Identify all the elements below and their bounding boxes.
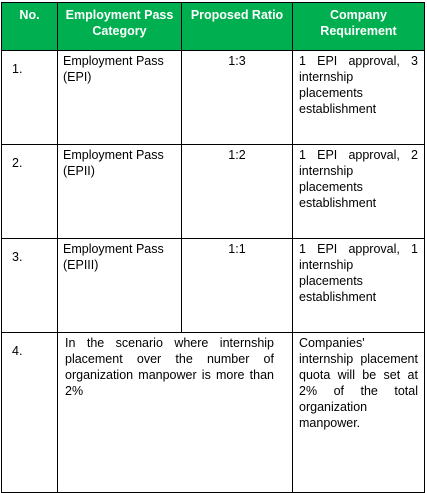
row-ratio: 1:2 [182,145,293,239]
row-category: Employment Pass (EPIII) [58,239,182,333]
table-row-scenario [2,333,425,493]
header-no: No. [2,3,58,51]
row-requirement: 1 EPI approval, 2 internship placements establishment [293,145,425,239]
employment-pass-table [1,2,425,493]
row-category: Employment Pass (EPI) [58,51,182,145]
table-header-row [2,3,425,51]
scenario-condition: In the scenario where internship placement over the number of organization manpower is more than 2% [58,333,293,493]
scenario-requirement: Companies' internship placement quota will be set at 2% of the total organization manpower. [293,333,425,493]
row-ratio: 1:3 [182,51,293,145]
row-number: 3. [2,239,58,333]
header-ratio: Proposed Ratio [182,3,293,51]
table-row [2,51,425,145]
row-requirement: 1 EPI approval, 1 internship placements establishment [293,239,425,333]
header-category: Employment Pass Category [58,3,182,51]
table-row [2,145,425,239]
header-requirement: Company Requirement [293,3,425,51]
row-number: 1. [2,51,58,145]
row-number: 2. [2,145,58,239]
row-number: 4. [2,333,58,493]
table-row [2,239,425,333]
row-requirement: 1 EPI approval, 3 internship placements establishment [293,51,425,145]
row-category: Employment Pass (EPII) [58,145,182,239]
row-ratio: 1:1 [182,239,293,333]
